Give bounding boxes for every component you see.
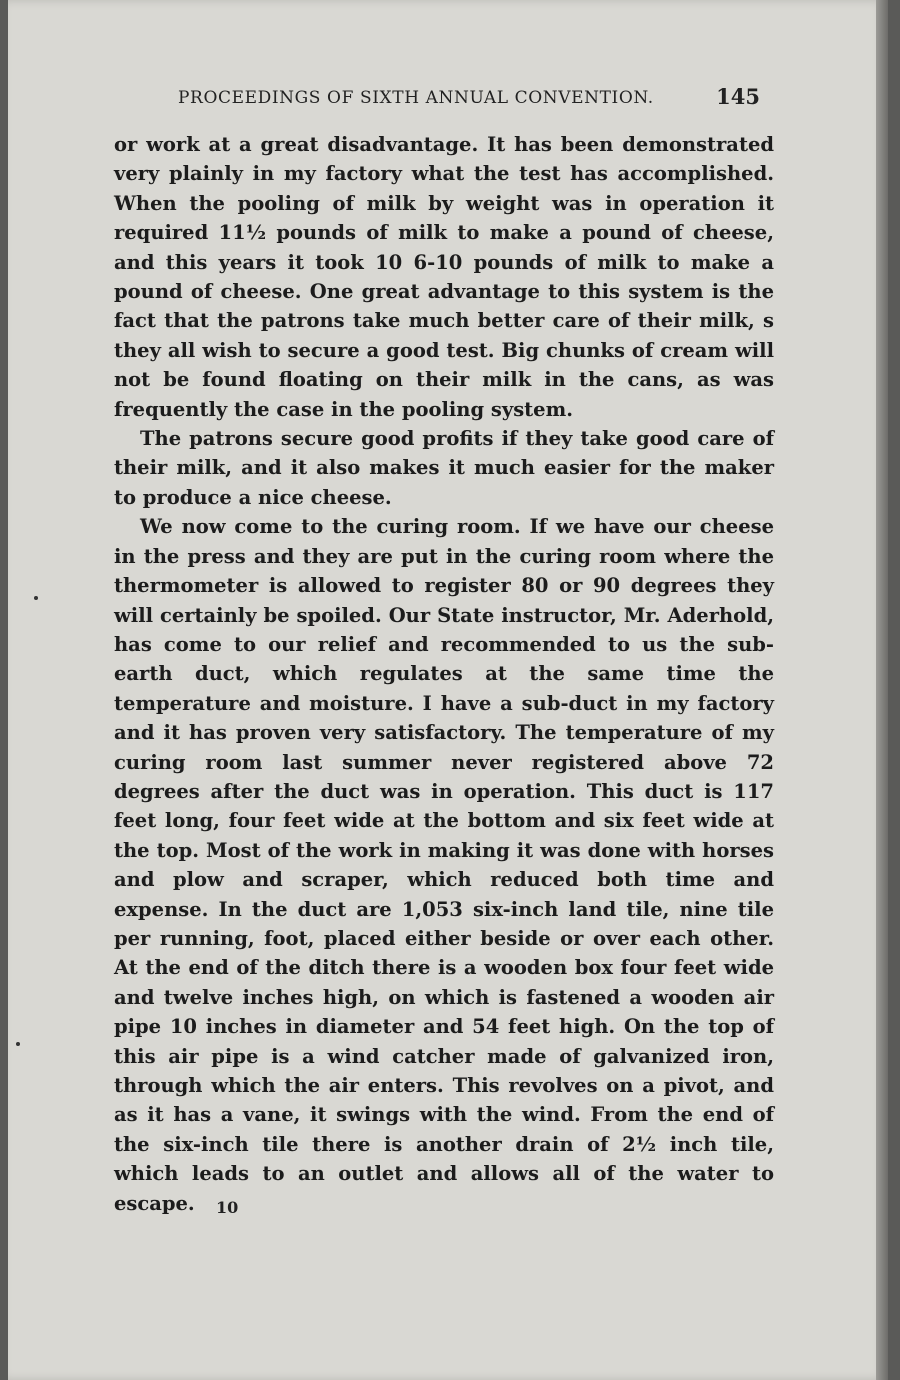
page-header: [168, 84, 768, 114]
ink-speck: [16, 1042, 20, 1046]
signature-mark: 10: [216, 1198, 239, 1217]
paragraph-3: We now come to the curing room. If we have our cheese in the press and they are put in the curing room where the thermometer is allowed to register 80 or 90 degrees they will certainly be spoiled. Our State instructor, Mr. Aderhold, has come to our relief and recommended to us the sub-earth duct, which regulates at the same time the temperature and moisture. I have a sub-duct in my factory and it has proven very satisfactory. The temperature of my curing room last summer never registered above 72 degrees after the duct was in operation. This duct is 117 feet long, four feet wide at the bottom and six feet wide at the top. Most of the work in making it was done with horses and plow and scraper, which reduced both time and expense. In the duct are 1,053 six-inch land tile, nine tile per running, foot, placed either beside or over each other. At the end of the ditch there is a wooden box four feet wide and twelve inches high, on which is fastened a wooden air pipe 10 inches in diameter and 54 feet high. On the top of this air pipe is a wind catcher made of galvanized iron, through which the air enters. This revolves on a pivot, and as it has a vane, it swings with the wind. From the end of the six-inch tile there is another drain of 2½ inch tile, which leads to an outlet and allows all of the water to escape.: [114, 515, 774, 1215]
running-head: PROCEEDINGS OF SIXTH ANNUAL CONVENTION.: [178, 88, 654, 108]
paragraph-2: The patrons secure good profits if they take good care of their milk, and it also makes it much easier for the maker to produce a nice cheese.: [114, 427, 774, 509]
book-page: [8, 0, 888, 1380]
page-number: 145: [716, 84, 760, 109]
ink-speck: [34, 596, 38, 600]
body-text: [114, 130, 774, 1218]
paragraph-1: or work at a great disadvantage. It has been demonstrated very plainly in my factory what the test has accomplished. When the pooling of milk by weight was in operation it required 11½ pounds of milk to make a pound of cheese, and this years it took 10 6-10 pounds of milk to make a pound of cheese. One great advantage to this system is the fact that the patrons take much better care of their milk, s they all wish to secure a good test. Big chunks of cream will not be found floating on their milk in the cans, as was frequently the case in the pooling system.: [114, 133, 774, 421]
page-gutter-shadow: [876, 0, 888, 1380]
